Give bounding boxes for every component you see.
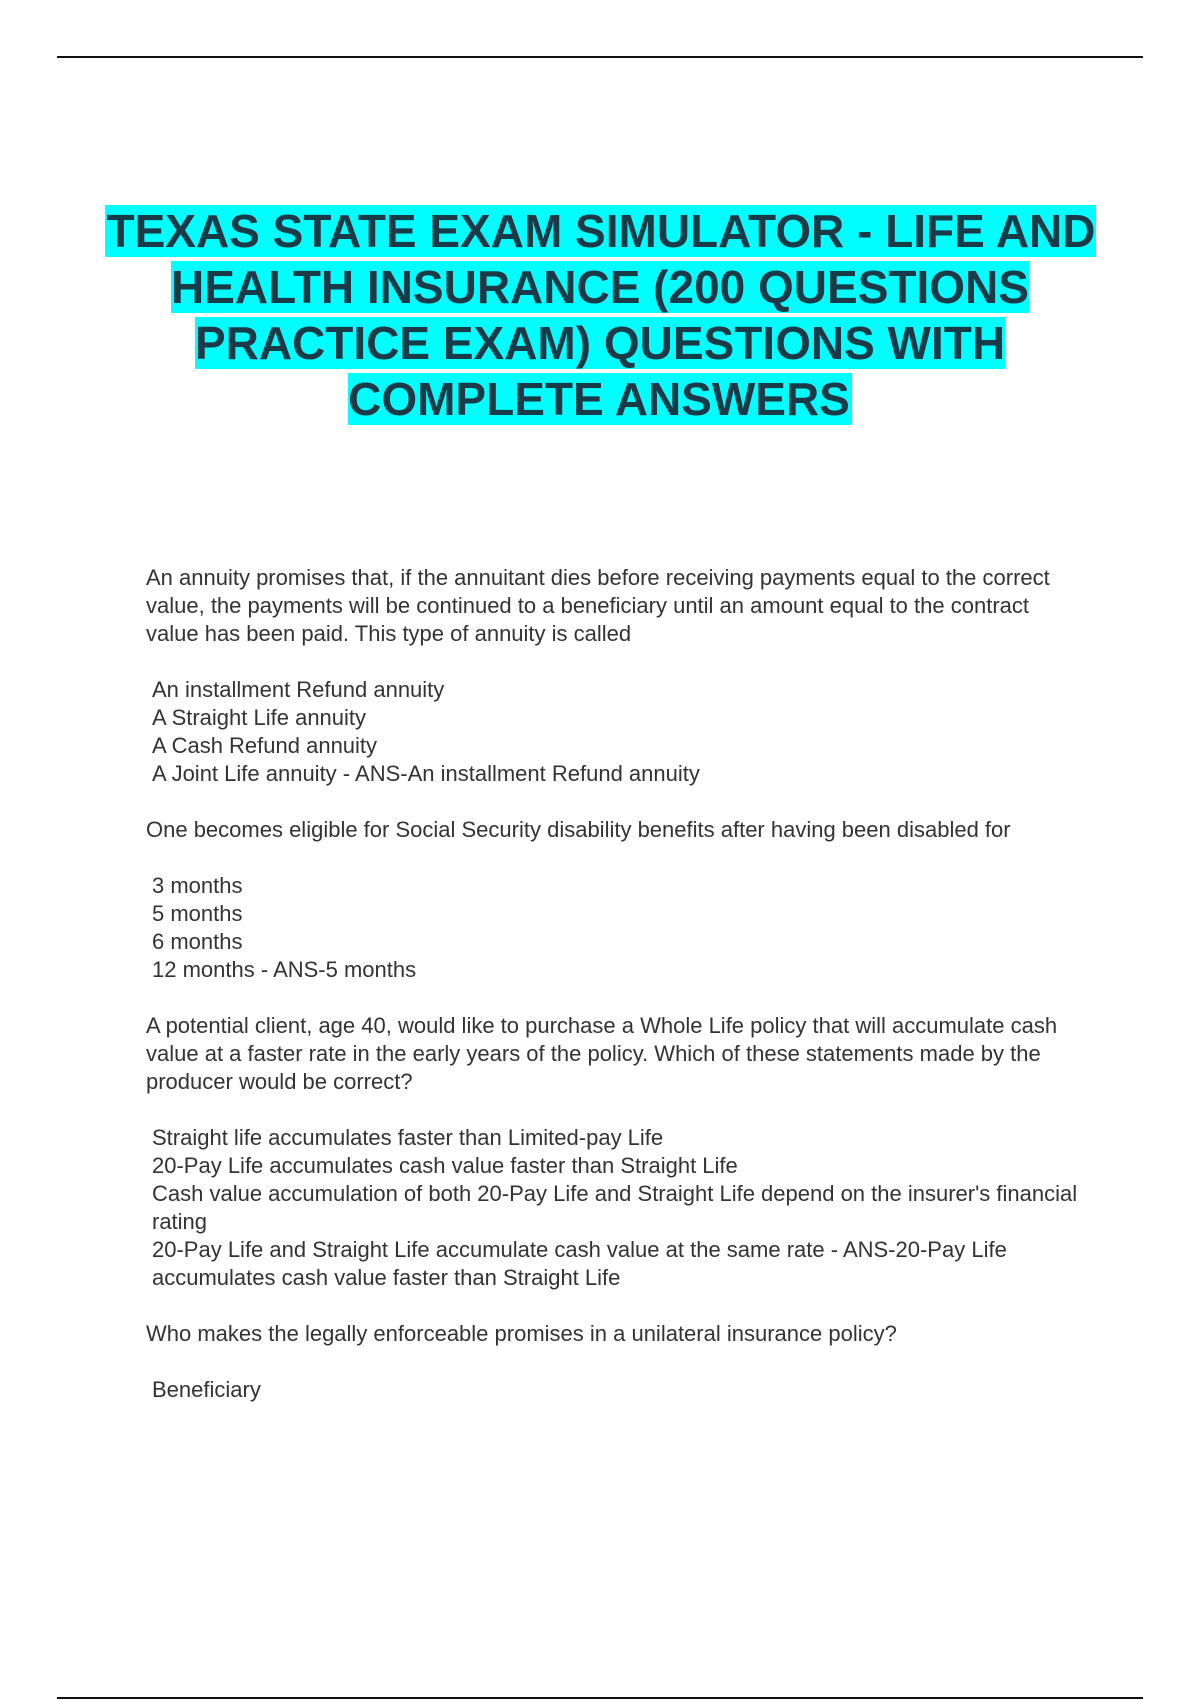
question-item bbox=[146, 564, 1080, 788]
answer-options bbox=[146, 1124, 1080, 1292]
answer-option: 12 months - ANS-5 months bbox=[152, 957, 417, 982]
answer-options bbox=[146, 1376, 1080, 1404]
answer-option: 5 months bbox=[152, 901, 243, 926]
question-item bbox=[146, 1320, 1080, 1404]
bottom-rule bbox=[57, 1697, 1143, 1699]
question-list bbox=[146, 564, 1080, 1432]
answer-option: Beneficiary bbox=[152, 1377, 261, 1402]
answer-option: A Straight Life annuity bbox=[152, 705, 367, 730]
answer-options bbox=[146, 872, 1080, 984]
question-item bbox=[146, 1012, 1080, 1292]
question-stem: Who makes the legally enforceable promises in a unilateral insurance policy? bbox=[146, 1321, 897, 1346]
question-stem: An annuity promises that, if the annuitant dies before receiving payments equal to the correct value, the payments will be continued to a beneficiary until an amount equal to the contract value has been paid. This type of annuity is called bbox=[146, 565, 1050, 646]
answer-option: A Cash Refund annuity bbox=[152, 733, 378, 758]
answer-option: Straight life accumulates faster than Limited-pay Life bbox=[152, 1125, 664, 1150]
question-stem: A potential client, age 40, would like to purchase a Whole Life policy that will accumulate cash value at a faster rate in the early years of the policy. Which of these statements made by the producer would be correct? bbox=[146, 1013, 1058, 1094]
answer-option: 20-Pay Life accumulates cash value faster than Straight Life bbox=[152, 1153, 738, 1178]
answer-option: Cash value accumulation of both 20-Pay Life and Straight Life depend on the insurer's financial rating bbox=[152, 1181, 1078, 1234]
question-item bbox=[146, 816, 1080, 984]
answer-option: 3 months bbox=[152, 873, 243, 898]
document-title-text: TEXAS STATE EXAM SIMULATOR - LIFE AND HEALTH INSURANCE (200 QUESTIONS PRACTICE EXAM) QUESTIONS WITH COMPLETE ANSWERS bbox=[106, 205, 1096, 425]
answer-option: A Joint Life annuity - ANS-An installment Refund annuity bbox=[152, 761, 700, 786]
answer-options bbox=[146, 676, 1080, 788]
answer-option: 20-Pay Life and Straight Life accumulate cash value at the same rate - ANS-20-Pay Life accumulates cash value faster than Straight Life bbox=[152, 1237, 1007, 1290]
answer-option: An installment Refund annuity bbox=[152, 677, 445, 702]
question-stem: One becomes eligible for Social Security disability benefits after having been disabled for bbox=[146, 817, 1011, 842]
answer-option: 6 months bbox=[152, 929, 243, 954]
top-rule bbox=[57, 56, 1143, 58]
document-title bbox=[100, 203, 1100, 427]
